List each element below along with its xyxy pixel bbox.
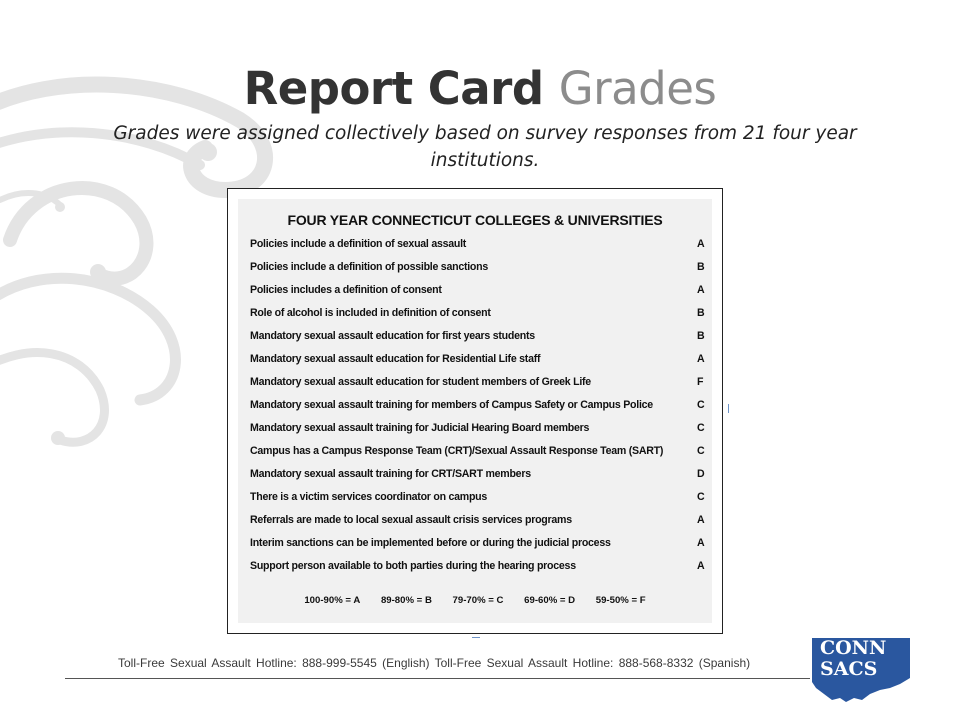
grade-row (250, 302, 706, 325)
report-card-rows (250, 233, 706, 578)
criterion: Mandatory sexual assault training for Judicial Hearing Board members (250, 422, 590, 434)
grade-row (250, 256, 706, 279)
scale-item: 69-60% = D (524, 595, 576, 606)
criterion: Referrals are made to local sexual assault crisis services programs (250, 514, 572, 526)
logo-line1: CONN (820, 637, 887, 659)
edit-mark (728, 404, 729, 413)
report-card-heading: FOUR YEAR CONNECTICUT COLLEGES & UNIVERSITIES (287, 212, 663, 228)
grade-row (250, 279, 706, 302)
grade: A (697, 537, 705, 549)
scale-item: 89-80% = B (380, 595, 432, 606)
title-bold: Report Card (243, 62, 544, 115)
grade-row (250, 417, 706, 440)
grade-row (250, 486, 706, 509)
logo-line2: SACS (820, 658, 878, 680)
grade: A (697, 514, 705, 526)
edit-mark (472, 637, 480, 638)
footer-divider (65, 678, 810, 679)
grade-row (250, 532, 706, 555)
grading-scale (238, 595, 712, 606)
grade-row (250, 348, 706, 371)
grade: C (697, 422, 705, 434)
criterion: Campus has a Campus Response Team (CRT)/Sexual Assault Response Team (SART) (250, 445, 664, 457)
criterion: There is a victim services coordinator on campus (250, 491, 488, 503)
criterion: Mandatory sexual assault education for first years students (250, 330, 535, 342)
criterion: Policies include a definition of possible sanctions (250, 261, 489, 273)
criterion: Role of alcohol is included in definition of consent (250, 307, 491, 319)
title-light: Grades (558, 62, 717, 115)
grade: D (697, 468, 705, 480)
grade-row (250, 440, 706, 463)
hotline-footer: Toll-Free Sexual Assault Hotline: 888-999-5545 (English) Toll-Free Sexual Assault Hotline: 888-568-8332 (Spanish) (118, 656, 751, 670)
grade-row (250, 555, 706, 578)
grade-row (250, 371, 706, 394)
grade: F (697, 376, 704, 388)
grade-row (250, 463, 706, 486)
criterion: Mandatory sexual assault education for student members of Greek Life (250, 376, 591, 388)
criterion: Interim sanctions can be implemented before or during the judicial process (250, 537, 611, 549)
grade: B (697, 330, 705, 342)
scale-item: 59-50% = F (595, 595, 646, 606)
subtitle: Grades were assigned collectively based on survey responses from 21 four year institutions. (113, 123, 857, 171)
grade-row (250, 325, 706, 348)
criterion: Mandatory sexual assault training for members of Campus Safety or Campus Police (250, 399, 653, 411)
grade: C (697, 445, 705, 457)
grade-row (250, 233, 706, 256)
criterion: Policies include a definition of sexual assault (250, 238, 467, 250)
criterion: Mandatory sexual assault education for Residential Life staff (250, 353, 541, 365)
grade: B (697, 307, 705, 319)
criterion: Mandatory sexual assault training for CRT/SART members (250, 468, 531, 480)
grade: C (697, 399, 705, 411)
page-title (0, 62, 960, 116)
grade: A (697, 284, 705, 296)
report-card-frame (227, 188, 723, 634)
scale-item: 79-70% = C (452, 595, 504, 606)
grade: A (697, 560, 705, 572)
connsacs-logo (806, 628, 916, 708)
grade: A (697, 238, 705, 250)
criterion: Policies includes a definition of consent (250, 284, 442, 296)
scale-item: 100-90% = A (304, 595, 361, 606)
grade: B (697, 261, 705, 273)
report-card (238, 199, 712, 623)
grade-row (250, 509, 706, 532)
criterion: Support person available to both parties during the hearing process (250, 560, 576, 572)
grade: C (697, 491, 705, 503)
grade: A (697, 353, 705, 365)
grade-row (250, 394, 706, 417)
